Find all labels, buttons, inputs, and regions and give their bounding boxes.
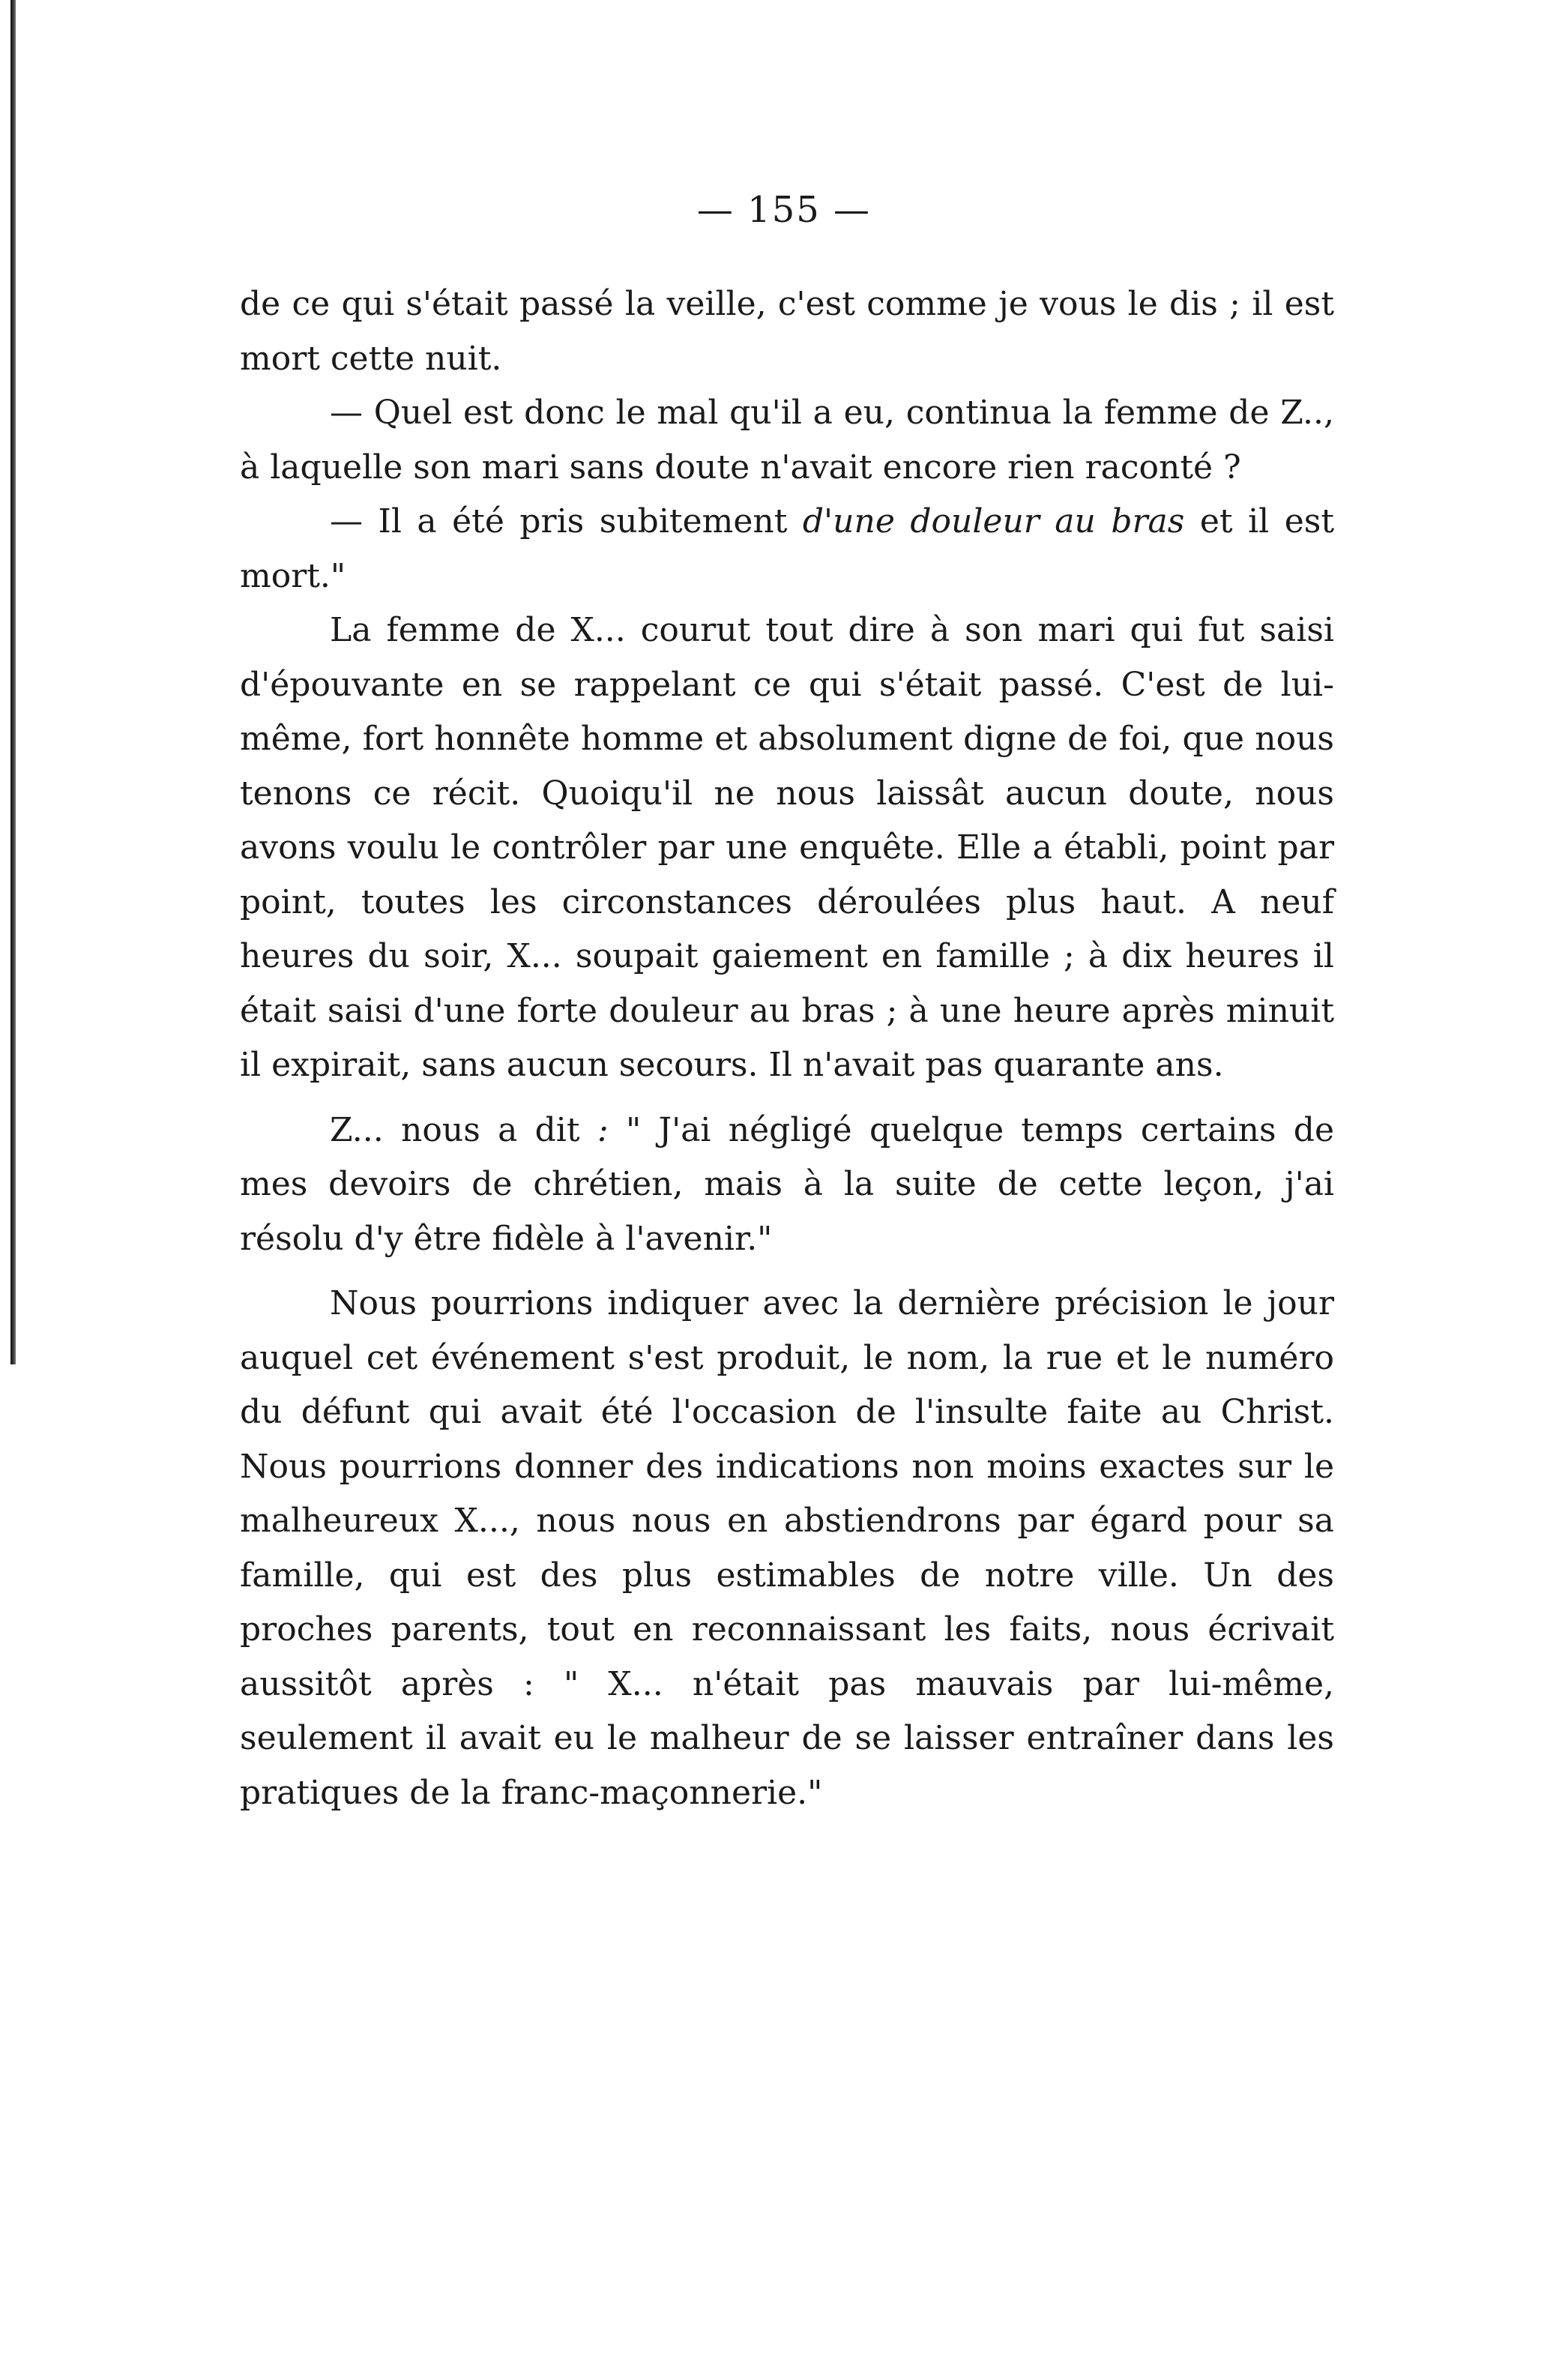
paragraph-3-italic: d'une douleur au bras <box>802 502 1185 541</box>
page-number: — 155 — <box>696 189 872 231</box>
paragraph-4: La femme de X... courut tout dire à son mari qui fut saisi d'épouvante en se rappelant ce qui s'était passé. C'est de lui-même, fort honnête homme et absolument digne de foi, que nous tenons ce récit. Quoiqu'il ne nous laissât aucun doute, nous avons voulu le contrôler par une enquête. Elle a établi, point par point, toutes les circonstances déroulées plus haut. A neuf heures du soir, X... soupait gaiement en famille ; à dix heures il était saisi d'une forte douleur au bras ; à une heure après minuit il expirait, sans aucun secours. Il n'avait pas quarante ans. <box>240 611 1334 1084</box>
paragraph-3 <box>240 495 1334 603</box>
paragraph-5-start: Z... nous a dit <box>330 1110 580 1149</box>
paragraph-3-start: — Il a été pris subitement <box>330 502 803 541</box>
paragraph-5-italic: : <box>579 1110 609 1149</box>
paragraph-3-end: et il est mort." <box>240 502 1334 595</box>
paragraph-1: de ce qui s'était passé la veille, c'est comme je vous le dis ; il est mort cette nuit. <box>240 285 1334 378</box>
paragraph-6: Nous pourrions indiquer avec la dernière précision le jour auquel cet événement s'est produit, le nom, la rue et le numéro du défunt qui avait été l'occasion de l'insulte faite au Christ. Nous pourrions donner des indications non moins exactes sur le malheureux X..., nous nous en abstiendrons par égard pour sa famille, qui est des plus estimables de notre ville. Un des proches parents, tout en reconnaissant les faits, nous écrivait aussitôt après : " X... n'était pas mauvais par lui-même, seulement il avait eu le malheur de se laisser entraîner dans les pratiques de la franc-maçonnerie." <box>240 1284 1334 1812</box>
page-body <box>240 277 1334 1820</box>
paragraph-5-end: " J'ai négligé quelque temps certains de mes devoirs de chrétien, mais à la suite de cette leçon, j'ai résolu d'y être fidèle à l'avenir." <box>240 1110 1335 1258</box>
paragraph-5 <box>240 1104 1334 1267</box>
paragraph-2: — Quel est donc le mal qu'il a eu, continua la femme de Z.., à laquelle son mari sans doute n'avait encore rien raconté ? <box>240 394 1334 487</box>
